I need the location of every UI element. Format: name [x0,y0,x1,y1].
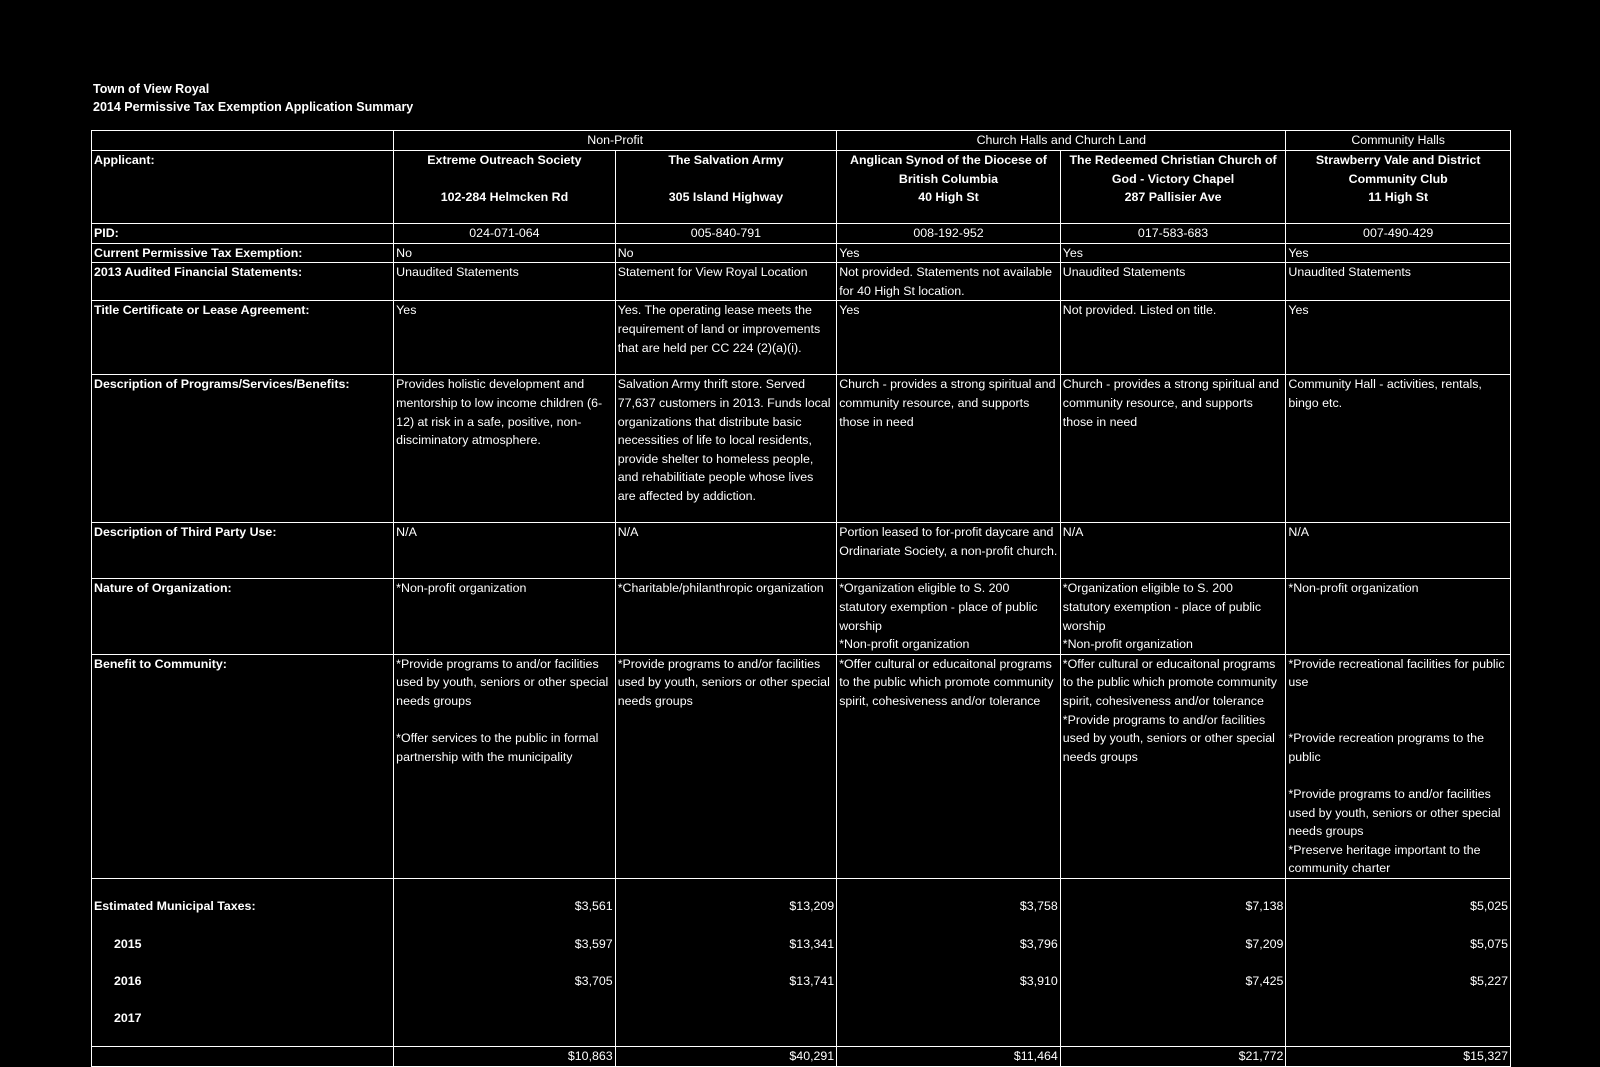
taxes-label-cell [92,878,394,1046]
tax-2017-5: $5,227 [1470,973,1508,988]
current-exemption-row [92,243,1511,263]
audited-statements-row [92,263,1511,301]
nature-2: *Charitable/philanthropic organization [615,579,837,654]
benefit-5: *Provide recreational facilities for public use *Provide recreation programs to the public *Provide programs to and/or facilities used by youth, seniors or other special needs groups *Preserve heritage important to the community charter [1286,654,1511,878]
tax-2016-1: $3,597 [574,936,613,951]
group-non-profit: Non-Profit [394,131,837,151]
taxes-1 [394,878,616,1046]
row-label-pid: PID: [92,224,394,244]
third-party-3: Portion leased to for-profit daycare and Ordinariate Society, a non-profit church. [837,523,1061,579]
tax-2015-2: $13,209 [789,899,835,914]
applicant-row [92,151,1511,224]
description-4: Church - provides a strong spiritual and community resource, and supports those in need [1060,375,1286,523]
title-certificate-3: Yes [837,301,1061,375]
exemption-summary-table [91,130,1511,1067]
description-5: Community Hall - activities, rentals, bingo etc. [1286,375,1511,523]
row-label-third-party: Description of Third Party Use: [92,523,394,579]
third-party-5: N/A [1286,523,1511,579]
total-4: $21,772 [1060,1047,1286,1067]
audited-1: Unaudited Statements [394,263,616,301]
benefit-2: *Provide programs to and/or facilities used by youth, seniors or other special needs groups [615,654,837,878]
pid-2: 005-840-791 [615,224,837,244]
audited-3: Not provided. Statements not available for 40 High St location. [837,263,1061,301]
applicant-name-5: Strawberry Vale and District Community Club 11 High St [1286,151,1511,224]
row-label-taxes: Estimated Municipal Taxes: [94,899,256,914]
tax-2017-4: $7,425 [1245,973,1284,988]
year-label-2015: 2015 [114,936,142,951]
nature-row [92,579,1511,654]
applicant-name-4: The Redeemed Christian Church of God - Victory Chapel 287 Pallisier Ave [1060,151,1286,224]
current-exemption-2: No [615,243,837,263]
tax-2016-4: $7,209 [1245,936,1284,951]
tax-2017-1: $3,705 [574,973,613,988]
title-certificate-2: Yes. The operating lease meets the requirement of land or improvements that are held per CC 224 (2)(a)(i). [615,301,837,375]
group-header-blank [92,131,394,151]
audited-2: Statement for View Royal Location [615,263,837,301]
nature-1: *Non-profit organization [394,579,616,654]
row-label-description: Description of Programs/Services/Benefits: [92,375,394,523]
row-label-audited: 2013 Audited Financial Statements: [92,263,394,301]
row-label-nature: Nature of Organization: [92,579,394,654]
tax-2015-3: $3,758 [1019,899,1058,914]
total-5: $15,327 [1286,1047,1511,1067]
third-party-2: N/A [615,523,837,579]
pid-row [92,224,1511,244]
pid-4: 017-583-683 [1060,224,1286,244]
title-certificate-row [92,301,1511,375]
group-community-halls: Community Halls [1286,131,1511,151]
total-label-blank [92,1047,394,1067]
applicant-name-3: Anglican Synod of the Diocese of British Columbia 40 High St [837,151,1061,224]
nature-4: *Organization eligible to S. 200 statutory exemption - place of public worship *Non-profit organization [1060,579,1286,654]
applicant-name-1: Extreme Outreach Society 102-284 Helmcken Rd [394,151,616,224]
benefit-3: *Offer cultural or educaitonal programs to the public which promote community spirit, cohesiveness and/or tolerance [837,654,1061,878]
municipal-taxes-row [92,878,1511,1046]
total-2: $40,291 [615,1047,837,1067]
nature-5: *Non-profit organization [1286,579,1511,654]
current-exemption-5: Yes [1286,243,1511,263]
row-label-current-exemption: Current Permissive Tax Exemption: [92,243,394,263]
total-1: $10,863 [394,1047,616,1067]
applicant-name-2: The Salvation Army 305 Island Highway [615,151,837,224]
year-label-2016: 2016 [114,973,142,988]
tax-2016-5: $5,075 [1470,936,1508,951]
benefit-row [92,654,1511,878]
taxes-2 [615,878,837,1046]
description-1: Provides holistic development and mentorship to low income children (6-12) at risk in a safe, positive, non-disciminatory atmosphere. [394,375,616,523]
taxes-5 [1286,878,1511,1046]
current-exemption-4: Yes [1060,243,1286,263]
title-certificate-5: Yes [1286,301,1511,375]
year-label-2017: 2017 [114,1011,142,1026]
third-party-row [92,523,1511,579]
tax-2017-2: $13,741 [789,973,835,988]
document-header [93,80,413,116]
total-row [92,1047,1511,1067]
taxes-4 [1060,878,1286,1046]
audited-4: Unaudited Statements [1060,263,1286,301]
audited-5: Unaudited Statements [1286,263,1511,301]
row-label-benefit: Benefit to Community: [92,654,394,878]
third-party-4: N/A [1060,523,1286,579]
tax-2015-5: $5,025 [1470,899,1508,914]
pid-3: 008-192-952 [837,224,1061,244]
description-row [92,375,1511,523]
benefit-1: *Provide programs to and/or facilities used by youth, seniors or other special needs groups *Offer services to the public in formal partnership with the municipality [394,654,616,878]
tax-2017-3: $3,910 [1019,973,1058,988]
group-header-row [92,131,1511,151]
third-party-1: N/A [394,523,616,579]
pid-1: 024-071-064 [394,224,616,244]
tax-2015-4: $7,138 [1245,899,1284,914]
taxes-3 [837,878,1061,1046]
benefit-4: *Offer cultural or educaitonal programs to the public which promote community spirit, cohesiveness and/or tolerance *Provide programs to and/or facilities used by youth, seniors or other special needs groups [1060,654,1286,878]
description-3: Church - provides a strong spiritual and community resource, and supports those in need [837,375,1061,523]
row-label-applicant: Applicant: [92,151,394,224]
group-church-halls: Church Halls and Church Land [837,131,1286,151]
title-certificate-1: Yes [394,301,616,375]
tax-2016-3: $3,796 [1019,936,1058,951]
title-certificate-4: Not provided. Listed on title. [1060,301,1286,375]
description-2: Salvation Army thrift store. Served 77,637 customers in 2013. Funds local organizations that distribute basic necessities of life to local residents, provide shelter to homeless people, and rehabilitiate people whose lives are affected by addiction. [615,375,837,523]
total-3: $11,464 [837,1047,1061,1067]
current-exemption-3: Yes [837,243,1061,263]
tax-2015-1: $3,561 [574,899,613,914]
town-name: Town of View Royal [93,82,210,96]
tax-2016-2: $13,341 [789,936,835,951]
pid-5: 007-490-429 [1286,224,1511,244]
row-label-title-certificate: Title Certificate or Lease Agreement: [92,301,394,375]
current-exemption-1: No [394,243,616,263]
nature-3: *Organization eligible to S. 200 statutory exemption - place of public worship *Non-profit organization [837,579,1061,654]
report-title: 2014 Permissive Tax Exemption Application Summary [93,100,414,114]
